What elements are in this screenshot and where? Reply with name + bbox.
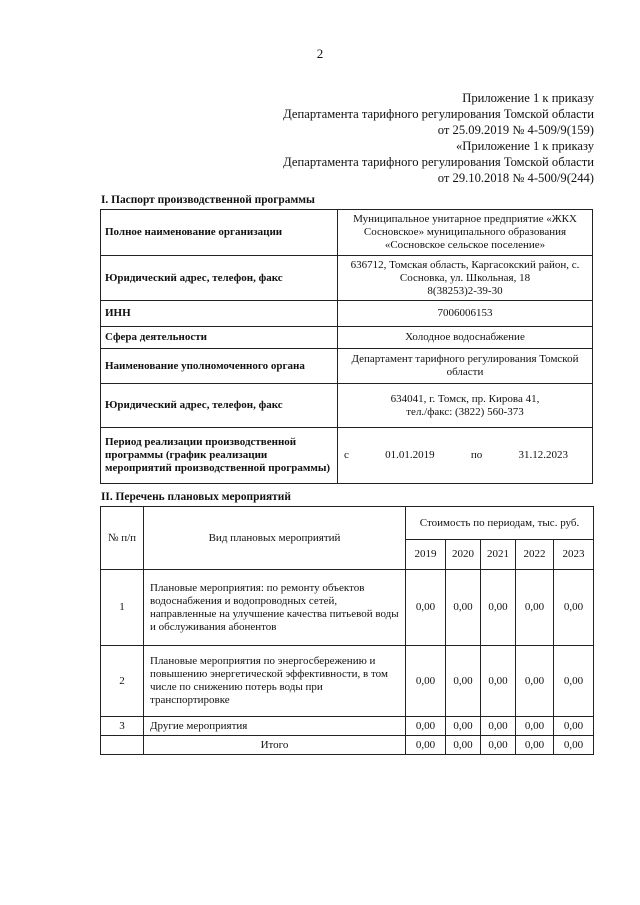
- passport-value: [338, 327, 593, 349]
- plan-header-row: [101, 507, 594, 540]
- value-line: области: [446, 366, 484, 378]
- row-num: 1: [101, 570, 144, 646]
- year-header: 2023: [554, 540, 594, 570]
- value-line: тел./факс: (3822) 560-373: [406, 405, 524, 418]
- row-num: 3: [101, 717, 144, 736]
- period-label: Период реализации производственной программы (график реализации мероприятий производственной программы): [101, 428, 338, 484]
- passport-value: [338, 349, 593, 384]
- row-num: 2: [101, 646, 144, 717]
- total-value: 0,00: [481, 736, 516, 755]
- row-value: 0,00: [554, 717, 594, 736]
- value-line: 634041, г. Томск, пр. Кирова 41,: [390, 392, 540, 405]
- passport-table: [100, 209, 593, 484]
- period-from-word: с: [344, 449, 349, 461]
- header-line: Департамента тарифного регулирования Томской области: [283, 107, 594, 121]
- row-value: 0,00: [406, 646, 446, 717]
- row-value: 0,00: [446, 570, 481, 646]
- value-line: 636712, Томская область, Каргасокский район, с.: [350, 258, 580, 271]
- header-line: Департамента тарифного регулирования Томской области: [283, 155, 594, 169]
- row-value: 0,00: [516, 646, 554, 717]
- passport-row: [101, 301, 593, 327]
- value-line: Сосновское» муниципального образования: [363, 226, 567, 238]
- passport-row: [101, 256, 593, 301]
- table-row: [101, 570, 594, 646]
- row-value: 0,00: [516, 570, 554, 646]
- passport-label: Юридический адрес, телефон, факс: [101, 384, 338, 428]
- passport-row: [101, 384, 593, 428]
- value-line: 8(38253)2-39-30: [427, 284, 503, 297]
- total-row: [101, 736, 594, 755]
- total-value: 0,00: [406, 736, 446, 755]
- row-name: Плановые мероприятия по энергосбережению и повышению энергетической эффективности, в том числе по снижению потерь воды при транспортировке: [144, 646, 406, 717]
- table-row: [101, 646, 594, 717]
- value-line: 7006006153: [437, 307, 493, 319]
- period-value: [338, 428, 593, 484]
- col-cost-header: Стоимость по периодам, тыс. руб.: [406, 507, 594, 540]
- value-line: Муниципальное унитарное предприятие «ЖКХ: [353, 213, 577, 225]
- passport-title: I. Паспорт производственной программы: [101, 194, 315, 206]
- passport-row: [101, 349, 593, 384]
- plan-title: II. Перечень плановых мероприятий: [101, 491, 291, 503]
- row-value: 0,00: [481, 570, 516, 646]
- total-value: 0,00: [554, 736, 594, 755]
- col-name-header: Вид плановых мероприятий: [144, 507, 406, 570]
- col-num-header: № п/п: [101, 507, 144, 570]
- passport-label: Сфера деятельности: [101, 327, 338, 349]
- total-value: 0,00: [446, 736, 481, 755]
- passport-label: Юридический адрес, телефон, факс: [101, 256, 338, 301]
- year-header: 2020: [446, 540, 481, 570]
- header-line: от 25.09.2019 № 4-509/9(159): [437, 123, 594, 137]
- header-line: Приложение 1 к приказу: [462, 91, 594, 105]
- header-line: «Приложение 1 к приказу: [455, 139, 594, 153]
- total-label: Итого: [144, 736, 406, 755]
- passport-label: Наименование уполномоченного органа: [101, 349, 338, 384]
- period-from-date: 01.01.2019: [385, 449, 435, 461]
- value-line: Сосновка, ул. Школьная, 18: [399, 271, 531, 284]
- row-value: 0,00: [406, 717, 446, 736]
- period-to-date: 31.12.2023: [518, 449, 568, 461]
- plan-table: [100, 506, 594, 755]
- passport-value: [338, 256, 593, 301]
- total-value: 0,00: [516, 736, 554, 755]
- period-to-word: по: [470, 449, 483, 461]
- row-value: 0,00: [406, 570, 446, 646]
- row-value: 0,00: [446, 646, 481, 717]
- year-header: 2022: [516, 540, 554, 570]
- passport-value: [338, 301, 593, 327]
- table-row: [101, 717, 594, 736]
- row-name: Плановые мероприятия: по ремонту объектов водоснабжения и водопроводных сетей, направленные на улучшение качества питьевой воды и обслуживания абонентов: [144, 570, 406, 646]
- row-value: 0,00: [554, 570, 594, 646]
- row-value: 0,00: [554, 646, 594, 717]
- appendix-header: [283, 90, 594, 186]
- passport-value: [338, 384, 593, 428]
- year-header: 2019: [406, 540, 446, 570]
- total-num-empty: [101, 736, 144, 755]
- value-line: Департамент тарифного регулирования Томской: [351, 353, 579, 365]
- row-value: 0,00: [516, 717, 554, 736]
- passport-row: [101, 327, 593, 349]
- passport-period-row: [101, 428, 593, 484]
- year-header: 2021: [481, 540, 516, 570]
- value-line: «Сосновское сельское поселение»: [384, 239, 546, 251]
- passport-label: Полное наименование организации: [101, 210, 338, 256]
- row-value: 0,00: [446, 717, 481, 736]
- page-number: 2: [316, 46, 324, 61]
- row-value: 0,00: [481, 646, 516, 717]
- passport-row: [101, 210, 593, 256]
- value-line: Холодное водоснабжение: [405, 331, 525, 343]
- passport-value: [338, 210, 593, 256]
- row-value: 0,00: [481, 717, 516, 736]
- header-line: от 29.10.2018 № 4-500/9(244): [437, 171, 594, 185]
- passport-label: ИНН: [101, 301, 338, 327]
- row-name: Другие мероприятия: [144, 717, 406, 736]
